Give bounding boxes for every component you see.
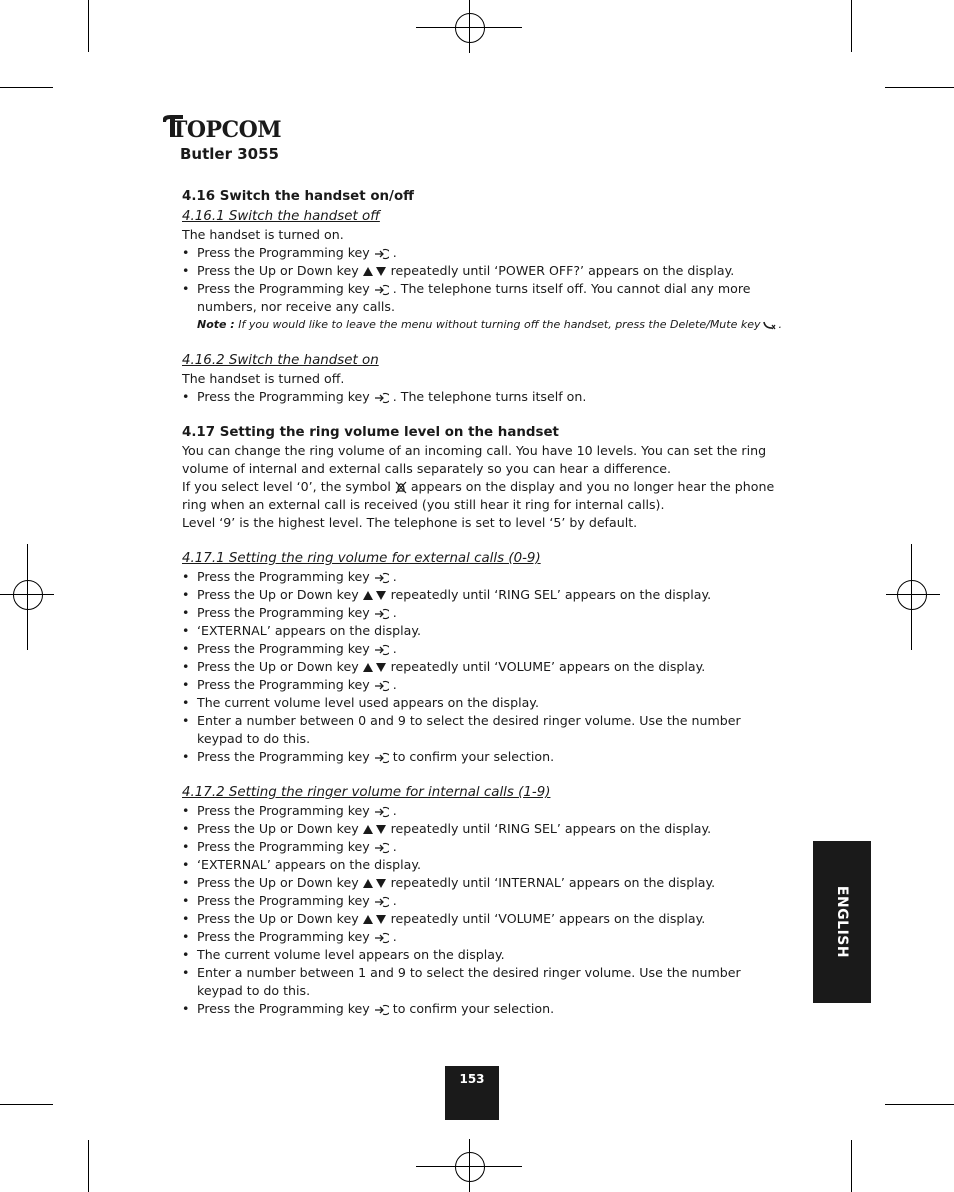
crop-mark [851, 0, 852, 52]
programming-key-icon [374, 932, 389, 944]
programming-key-icon [374, 1004, 389, 1016]
list-item: • Press the Programming key . The telephone turns itself off. You cannot dial any more numbers, nor receive any calls. [182, 280, 782, 316]
paragraph: If you select level ‘0’, the symbol appears on the display and you no longer hear the phone ring when an external call is received (you still hear it ring for internal calls). [182, 479, 775, 512]
registration-mark [455, 13, 485, 43]
instruction-list [182, 568, 782, 766]
list-item: • Press the Programming key . [182, 244, 782, 262]
subsection-heading: 4.16.2 Switch the handset on [182, 353, 379, 368]
list-item: • ‘EXTERNAL’ appears on the display. [182, 622, 782, 640]
up-down-arrows-icon [362, 824, 388, 835]
topcom-logo [161, 113, 281, 143]
instruction-list [182, 244, 782, 316]
delete-mute-icon [763, 320, 777, 330]
registration-mark [13, 580, 43, 610]
subsection-heading: 4.17.1 Setting the ring volume for external calls (0-9) [182, 551, 541, 566]
section-heading: 4.17 Setting the ring volume level on the handset [182, 425, 559, 440]
programming-key-icon [374, 680, 389, 692]
programming-key-icon [374, 644, 389, 656]
crop-mark [0, 87, 53, 88]
section-heading: 4.16 Switch the handset on/off [182, 189, 414, 204]
instruction-list [182, 388, 782, 406]
crop-mark [88, 1140, 89, 1192]
brand-text: TOPCOM [171, 117, 281, 143]
programming-key-icon [374, 284, 389, 296]
note-label: Note : [197, 318, 235, 331]
list-item: • Enter a number between 0 and 9 to select the desired ringer volume. Use the number keypad to do this. [182, 712, 782, 748]
crop-mark [885, 87, 954, 88]
list-item: • Press the Up or Down key repeatedly until ‘VOLUME’ appears on the display. [182, 910, 782, 928]
language-tab [813, 841, 871, 1003]
registration-mark [455, 1152, 485, 1182]
registration-mark [911, 544, 912, 650]
programming-key-icon [374, 842, 389, 854]
paragraph: You can change the ring volume of an incoming call. You have 10 levels. You can set the ring volume of internal and external calls separately so you can hear a difference. [182, 443, 767, 476]
model-name: Butler 3055 [180, 145, 279, 163]
list-item: • Press the Programming key . [182, 928, 782, 946]
list-item: • Press the Up or Down key repeatedly until ‘VOLUME’ appears on the display. [182, 658, 782, 676]
programming-key-icon [374, 248, 389, 260]
registration-mark [469, 0, 470, 53]
list-item: • Press the Programming key . The telephone turns itself on. [182, 388, 782, 406]
up-down-arrows-icon [362, 662, 388, 673]
programming-key-icon [374, 896, 389, 908]
programming-key-icon [374, 806, 389, 818]
crop-mark [0, 1104, 53, 1105]
manual-content [182, 188, 782, 1018]
list-item: • Press the Up or Down key repeatedly until ‘RING SEL’ appears on the display. [182, 586, 782, 604]
list-item: • Press the Programming key . [182, 802, 782, 820]
paragraph: The handset is turned off. [182, 371, 345, 386]
programming-key-icon [374, 608, 389, 620]
list-item: • Press the Up or Down key repeatedly until ‘POWER OFF?’ appears on the display. [182, 262, 782, 280]
list-item: • Press the Programming key to confirm your selection. [182, 748, 782, 766]
programming-key-icon [374, 392, 389, 404]
registration-mark [897, 580, 927, 610]
list-item: • The current volume level used appears on the display. [182, 694, 782, 712]
programming-key-icon [374, 572, 389, 584]
up-down-arrows-icon [362, 590, 388, 601]
subsection-heading: 4.17.2 Setting the ringer volume for internal calls (1-9) [182, 785, 551, 800]
registration-mark [27, 544, 28, 650]
registration-mark [469, 1139, 470, 1192]
list-item: • Press the Up or Down key repeatedly until ‘INTERNAL’ appears on the display. [182, 874, 782, 892]
list-item: • Press the Programming key . [182, 604, 782, 622]
page-number: 153 [445, 1066, 499, 1120]
up-down-arrows-icon [362, 878, 388, 889]
list-item: • Press the Up or Down key repeatedly until ‘RING SEL’ appears on the display. [182, 820, 782, 838]
crop-mark [851, 1140, 852, 1192]
list-item: • Press the Programming key . [182, 838, 782, 856]
list-item: • Press the Programming key . [182, 892, 782, 910]
ringer-off-icon [395, 481, 407, 494]
registration-mark [886, 594, 940, 595]
list-item: • The current volume level appears on the display. [182, 946, 782, 964]
crop-mark [88, 0, 89, 52]
list-item: • Enter a number between 1 and 9 to select the desired ringer volume. Use the number keypad to do this. [182, 964, 782, 1000]
list-item: • ‘EXTERNAL’ appears on the display. [182, 856, 782, 874]
list-item: • Press the Programming key . [182, 676, 782, 694]
subsection-heading: 4.16.1 Switch the handset off [182, 209, 380, 224]
paragraph: The handset is turned on. [182, 227, 344, 242]
crop-mark [885, 1104, 954, 1105]
up-down-arrows-icon [362, 914, 388, 925]
instruction-list [182, 802, 782, 1018]
up-down-arrows-icon [362, 266, 388, 277]
list-item: • Press the Programming key . [182, 568, 782, 586]
programming-key-icon [374, 752, 389, 764]
paragraph: Level ‘9’ is the highest level. The telephone is set to level ‘5’ by default. [182, 515, 638, 530]
language-tab-label: ENGLISH [834, 885, 850, 959]
note: Note : If you would like to leave the menu without turning off the handset, press the Delete/Mute key . [197, 318, 783, 331]
list-item: • Press the Programming key . [182, 640, 782, 658]
list-item: • Press the Programming key to confirm your selection. [182, 1000, 782, 1018]
